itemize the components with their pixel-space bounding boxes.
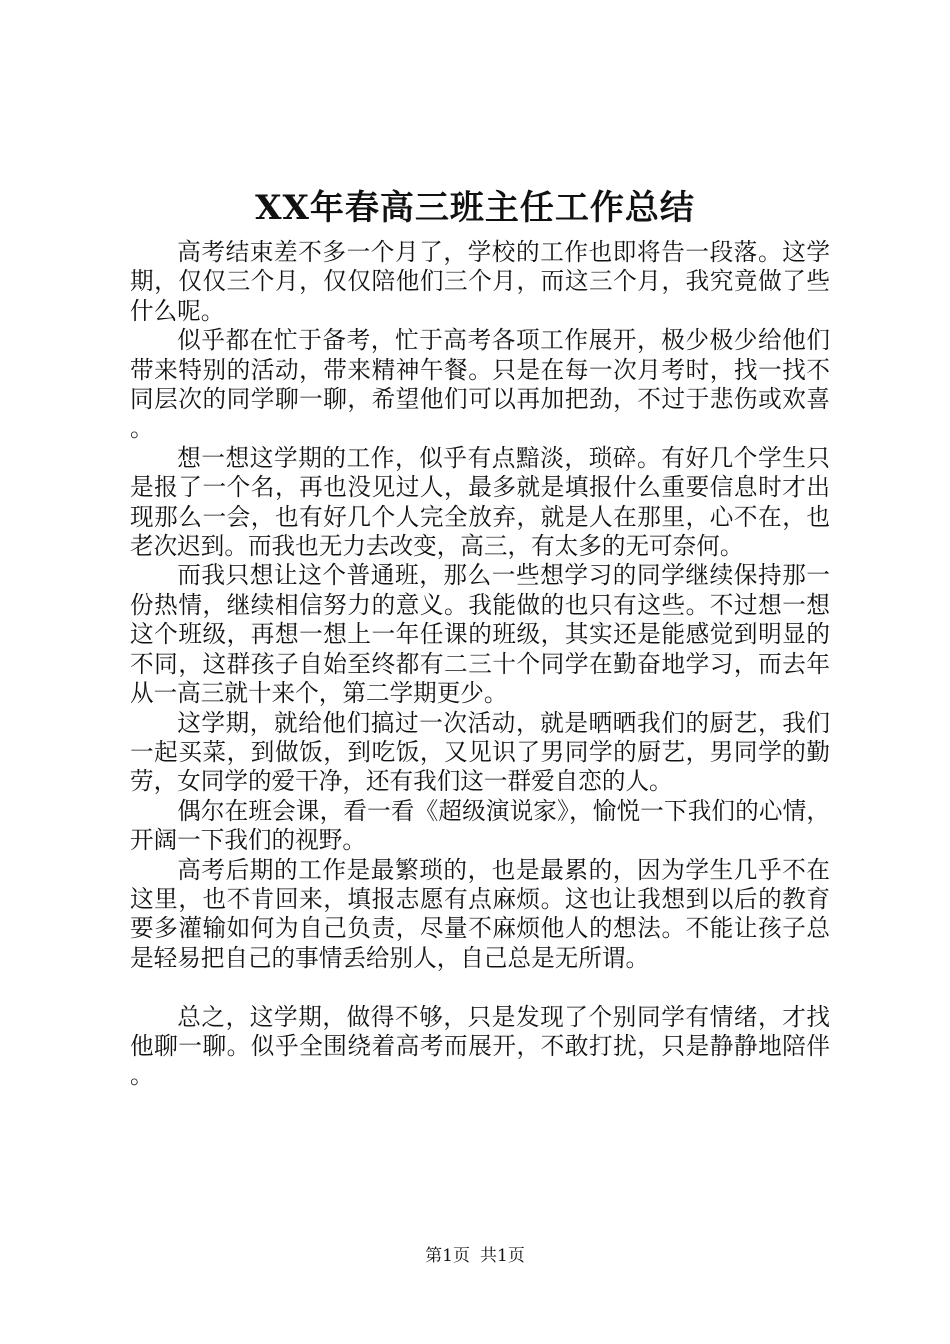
paragraph-3: 想一想这学期的工作，似乎有点黯淡，琐碎。有好几个学生只是报了一个名，再也没见过人，最多就是填报什么重要信息时才出现那么一会，也有好几个人完全放弃，就是人在那里，心不在，也老次迟到。而我也无力去改变，高三，有太多的无可奈何。 [130,443,830,561]
paragraph-4: 而我只想让这个普通班，那么一些想学习的同学继续保持那一份热情，继续相信努力的意义。我能做的也只有这些。不过想一想这个班级，再想一想上一年任课的班级，其实还是能感觉到明显的不同，这群孩子自始至终都有二三十个同学在勤奋地学习，而去年从一高三就十来个，第二学期更少。 [130,561,830,708]
paragraph-7: 高考后期的工作是最繁琐的，也是最累的，因为学生几乎不在这里，也不肯回来，填报志愿有点麻烦。这也让我想到以后的教育要多灌输如何为自己负责，尽量不麻烦他人的想法。不能让孩子总是轻易把自己的事情丢给别人，自己总是无所谓。 [130,855,830,972]
document-body [130,238,830,1091]
page-footer [0,1244,950,1268]
paragraph-1: 高考结束差不多一个月了，学校的工作也即将告一段落。这学期，仅仅三个月，仅仅陪他们三个月，而这三个月，我究竟做了些什么呢。 [130,238,830,325]
paragraph-6: 偶尔在班会课，看一看《超级演说家》，愉悦一下我们的心情，开阔一下我们的视野。 [130,796,830,855]
paragraph-8: 总之，这学期，做得不够，只是发现了个别同学有情绪，才找他聊一聊。似乎全围绕着高考而展开，不敢打扰，只是静静地陪伴。 [130,1002,830,1090]
paragraph-2: 似乎都在忙于备考，忙于高考各项工作展开，极少极少给他们带来特别的活动，带来精神午餐。只是在每一次月考时，找一找不同层次的同学聊一聊，希望他们可以再加把劲，不过于悲伤或欢喜。 [130,326,830,443]
page-total: 共1页 [480,1246,525,1266]
document-title: XX年春高三班主任工作总结 [255,188,695,228]
paragraph-5: 这学期，就给他们搞过一次活动，就是晒晒我们的厨艺，我们一起买菜，到做饭，到吃饭，又见识了男同学的厨艺，男同学的勤劳，女同学的爱干净，还有我们这一群爱自恋的人。 [130,708,830,796]
paragraph-gap [130,973,830,1002]
page-number: 第1页 [425,1246,470,1266]
